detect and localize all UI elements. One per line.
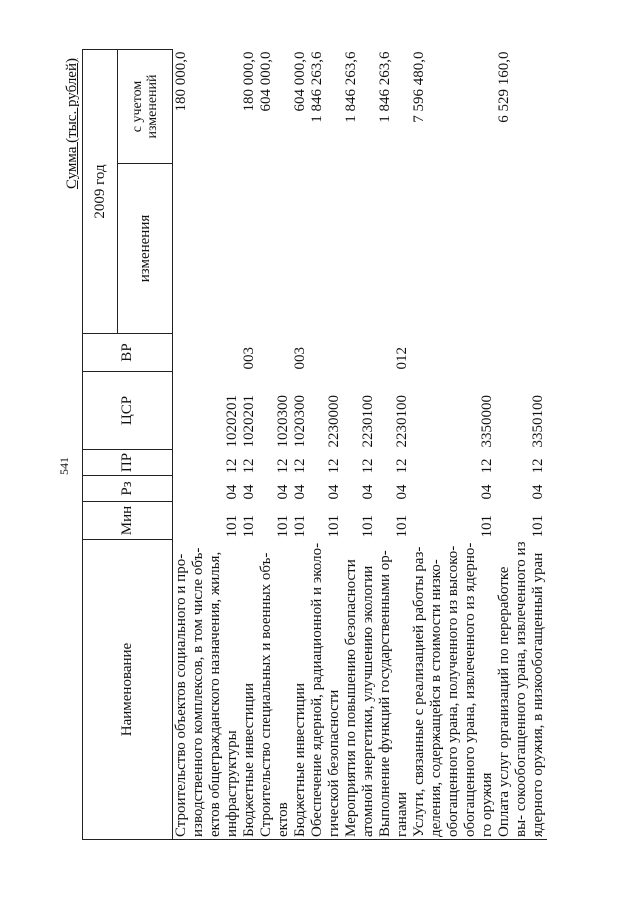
row-changes [343,164,377,334]
row-vr: 012 [394,347,410,370]
header-name: Наименование [83,540,173,840]
row-changes [377,164,411,334]
row-changes [496,164,547,334]
table-row [258,49,292,839]
row-csr: 1020201 [241,395,257,448]
row-rz: 04 [360,484,376,500]
row-changes [292,164,309,334]
header-year: 2009 год [83,49,118,333]
row-min: 101 [360,515,376,538]
row-pr: 12 [360,458,376,474]
table-row [309,49,343,839]
row-total: 1 846 263,6 [343,51,359,123]
rotated-page-content [57,40,580,860]
row-pr: 12 [292,458,308,474]
row-name: Строительство объектов социального и про- изводственного комплексов, в том числе объ- ектов общегражданского назначения, жилья, инфраструктуры [173,540,242,840]
row-changes [173,164,242,334]
row-pr: 12 [275,458,291,474]
row-csr: 3350100 [530,395,546,448]
row-total: 1 846 263,6 [309,51,325,123]
row-pr: 12 [530,458,546,474]
row-rz: 04 [224,484,240,500]
row-vr: 003 [292,347,308,370]
row-rz: 04 [326,484,342,500]
row-name: Мероприятия по повышению безопасности атомной энергетики, улучшению экологии [343,540,377,840]
row-pr: 12 [394,458,410,474]
row-total: 1 846 263,6 [377,51,393,123]
row-name: Оплата услуг организаций по переработке вы- сокообогащенного урана, извлеченного из ядерного оружия, в низкообогащенный уран [496,540,547,840]
table-row [496,49,547,839]
row-csr: 2230100 [360,395,376,448]
row-min: 101 [530,515,546,538]
row-vr [411,334,496,372]
row-pr: 12 [224,458,240,474]
table-row [292,49,309,839]
table-row [241,49,258,839]
row-rz: 04 [275,484,291,500]
row-name: Обеспечение ядерной, радиационной и эколо- гической безопасности [309,540,343,840]
header-changes: изменения [118,164,173,334]
row-changes [258,164,292,334]
row-vr [496,334,547,372]
table-row [173,49,242,839]
row-min: 101 [479,515,495,538]
table-row [377,49,411,839]
row-csr: 1020300 [292,395,308,448]
row-changes [241,164,258,334]
budget-table [82,49,547,840]
row-min: 101 [241,515,257,538]
row-total: 6 529 160,0 [496,51,512,123]
row-vr [309,334,343,372]
row-min: 101 [326,515,342,538]
table-body [173,49,548,839]
row-min: 101 [394,515,410,538]
row-total: 180 000,0 [173,51,189,112]
row-vr [258,334,292,372]
row-min: 101 [275,515,291,538]
header-min: Мин [83,502,173,540]
row-pr: 12 [479,458,495,474]
header-pr: ПР [83,450,173,476]
row-changes [309,164,343,334]
units-caption: Сумма (тыс. рублей) [64,58,80,190]
header-csr: ЦСР [83,372,173,450]
row-rz: 04 [292,484,308,500]
row-rz: 04 [479,484,495,500]
header-vr: ВР [83,334,173,372]
table-row [343,49,377,839]
row-rz: 04 [530,484,546,500]
row-min: 101 [224,515,240,538]
row-pr: 12 [241,458,257,474]
page-number: 541 [57,457,71,475]
header-rz: Рз [83,476,173,502]
row-changes [411,164,496,334]
row-csr: 3350000 [479,395,495,448]
row-total: 180 000,0 [241,51,257,112]
row-csr: 2230100 [394,395,410,448]
row-min: 101 [292,515,308,538]
row-total: 7 596 480,0 [411,51,427,123]
row-total: 604 000,0 [292,51,308,112]
row-total: 604 000,0 [258,51,274,112]
row-name: Услуги, связанные с реализацией работы раз- деления, содержащейся в стоимости низко- обогащенного урана, полученного из высоко- обогащенного урана, извлеченного из ядерно- го оружия [411,540,496,840]
row-vr: 003 [241,347,257,370]
row-pr: 12 [326,458,342,474]
row-csr: 1020201 [224,395,240,448]
row-name: Строительство специальных и военных объ- ектов [258,540,292,840]
row-csr: 2230000 [326,395,342,448]
row-rz: 04 [241,484,257,500]
table-row [411,49,496,839]
row-csr: 1020300 [275,395,291,448]
row-rz: 04 [394,484,410,500]
row-name: Бюджетные инвестиции [241,540,258,840]
row-name: Бюджетные инвестиции [292,540,309,840]
row-vr [173,334,242,372]
header-with-changes: с учетом изменений [118,49,173,163]
row-vr [343,334,377,372]
row-name: Выполнение функций государственными ор- ганами [377,540,411,840]
